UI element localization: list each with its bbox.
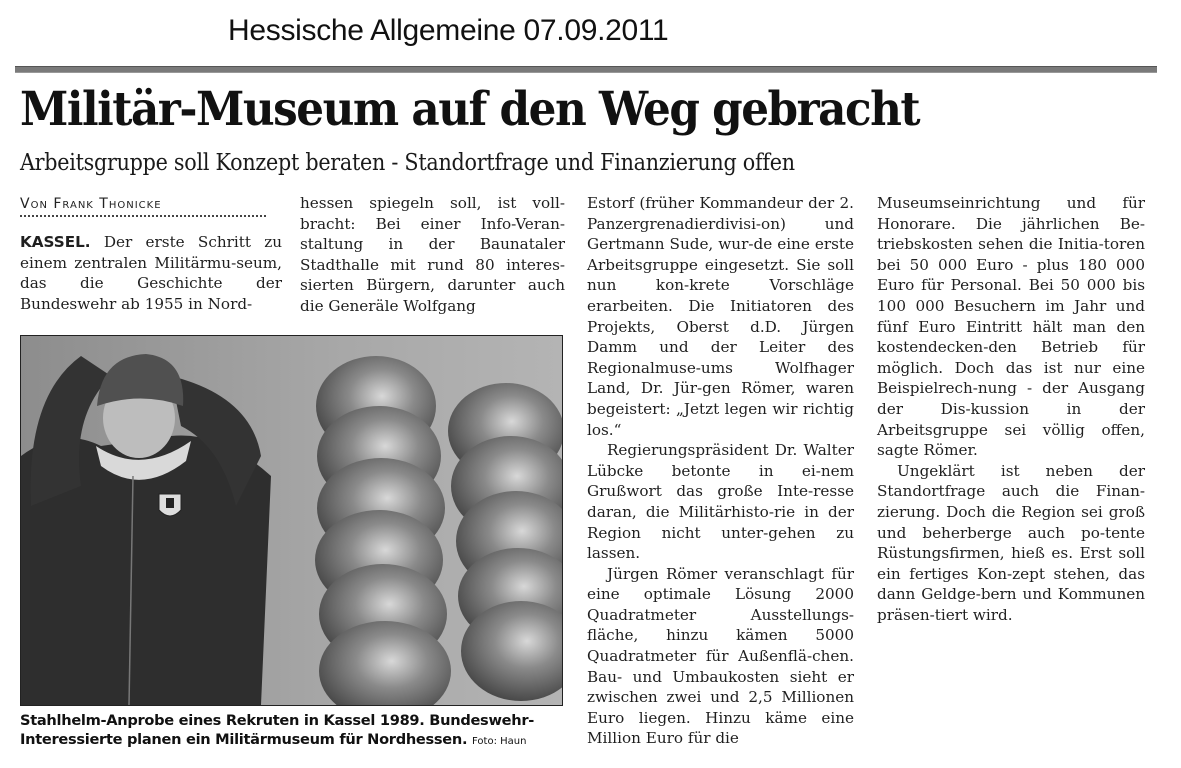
paragraph: Estorf (früher Kommandeur der 2. Panzergrenadierdivisi-on) und Gertmann Sude, wur-de eine erste Arbeitsgruppe eingesetzt. Sie soll nun kon-krete Vorschläge erarbeiten. Die Initiatoren des Projekts, Oberst d.D. Jürgen Damm und der Leiter des Regionalmuse-ums Wolfhager Land, Dr. Jür-gen Römer, waren begeistert: „Jetzt legen wir richtig los.“ (587, 194, 854, 439)
article-column-3 (587, 193, 854, 749)
article-column-2 (300, 193, 565, 317)
paragraph: Ungeklärt ist neben der Standortfrage auch die Finan-zierung. Doch die Region sei groß und beherberge auch po-tente Rüstungsfirmen, hieß es. Erst soll ein fertiges Kon-zept stehen, das dann Geldge-bern und Kommunen präsen-tiert wird. (877, 461, 1145, 624)
paragraph: hessen spiegeln soll, ist voll-bracht: Bei einer Info-Veran-staltung in der Baunataler Stadthalle mit rund 80 interes-sierten Bürgern, darunter auch die Generäle Wolfgang (300, 194, 565, 315)
photo-credit: Foto: Haun (472, 736, 527, 747)
news-photo (20, 335, 563, 706)
article-column-4 (877, 193, 1145, 625)
byline: Von Frank Thonicke (20, 196, 266, 217)
caption-text: Stahlhelm-Anprobe eines Rekruten in Kassel 1989. Bundeswehr-Interessierte planen ein Militärmuseum für Nordhessen. (20, 712, 534, 748)
photo-caption (20, 711, 565, 751)
headline: Militär-Museum auf den Weg gebracht (20, 82, 920, 137)
paragraph: Museumseinrichtung und für Honorare. Die jährlichen Be-triebskosten sehen die Initia-toren bei 50 000 Euro - plus 180 000 Euro für Personal. Bei 50 000 bis 100 000 Besuchern im Jahr und fünf Euro Eintritt hält man den kostendecken-den Betrieb für möglich. Doch das ist nur eine Beispielrech-nung - der Ausgang der Dis-kussion in der Arbeitsgruppe sei völlig offen, sagte Römer. (877, 194, 1145, 460)
source-label: Hessische Allgemeine 07.09.2011 (228, 14, 669, 47)
paragraph: Jürgen Römer veranschlagt für eine optimale Lösung 2000 Quadratmeter Ausstellungs-fläche, hinzu kämen 5000 Quadratmeter für Außenflä-chen. Bau- und Umbaukosten sieht er zwischen zwei und 2,5 Millionen Euro liegen. Hinzu käme eine Million Euro für die (587, 564, 854, 748)
paragraph: Der erste Schritt zu einem zentralen Militärmu-seum, das die Geschichte der Bundeswehr ab 1955 in Nord- (20, 233, 283, 313)
photo-illustration (21, 336, 562, 705)
header-rule (15, 66, 1157, 73)
dateline: KASSEL. (20, 233, 91, 251)
paragraph: Regierungspräsident Dr. Walter Lübcke betonte in ei-nem Grußwort das große Inte-resse daran, die Militärhisto-rie in der Region nicht unter-gehen zu lassen. (587, 441, 854, 563)
subheadline: Arbeitsgruppe soll Konzept beraten - Standortfrage und Finanzierung offen (20, 150, 795, 176)
article-column-1 (20, 232, 282, 314)
